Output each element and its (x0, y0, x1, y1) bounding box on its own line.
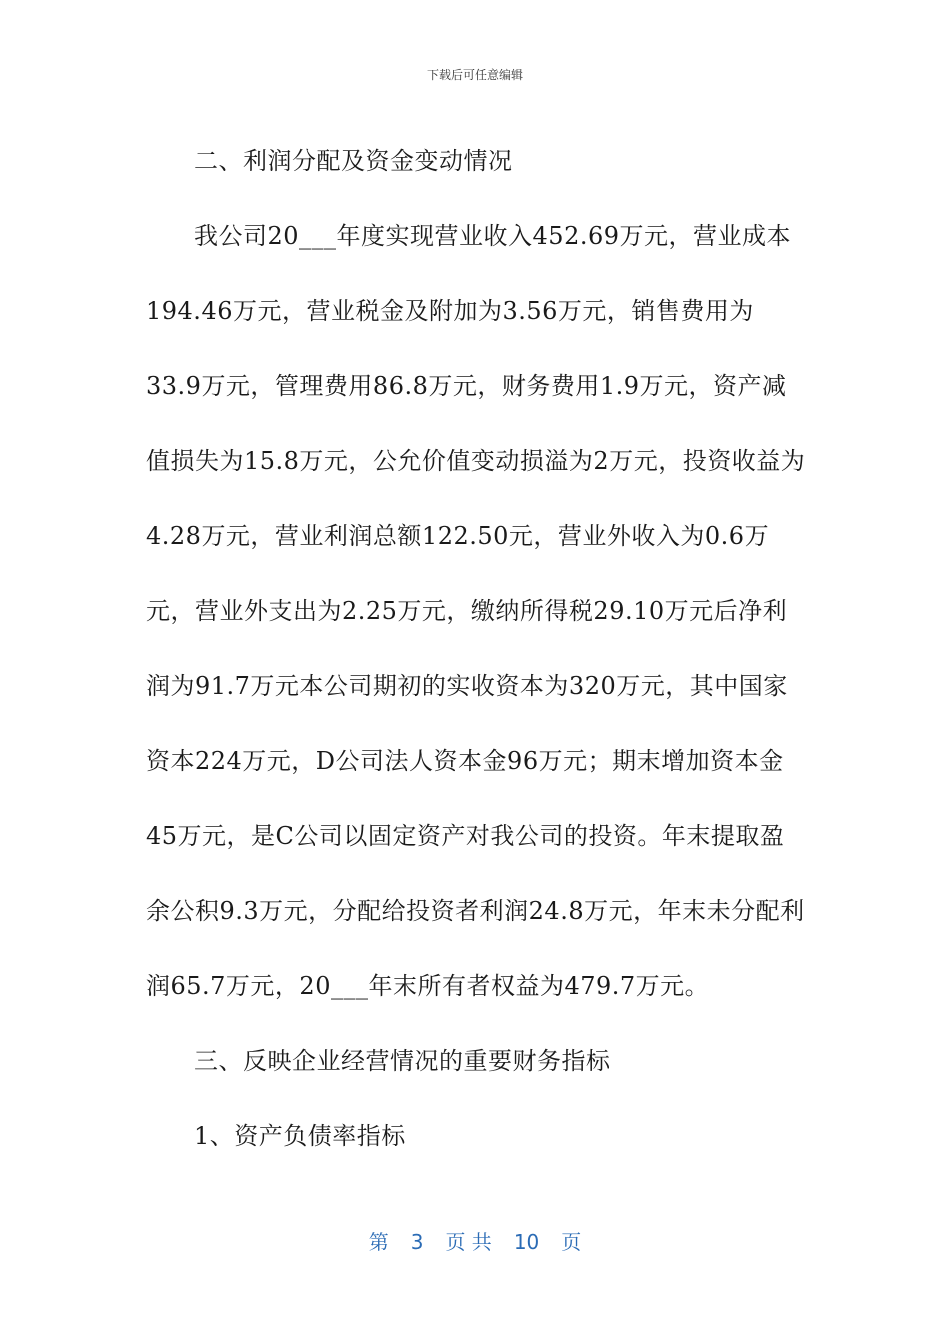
footer-suffix: 页 (561, 1230, 582, 1254)
footer-middle: 页 共 (445, 1230, 492, 1254)
section-heading-profit-distribution: 二、利润分配及资金变动情况 (194, 147, 513, 175)
footer-prefix: 第 (368, 1230, 389, 1254)
footer-total-pages: 10 (513, 1230, 540, 1254)
section-heading-financial-indicators: 三、反映企业经营情况的重要财务指标 (194, 1047, 611, 1075)
page-footer (0, 1226, 950, 1255)
paragraph-financial-summary: 我公司20___年度实现营业收入452.69万元，营业成本194.46万元，营业税金及附加为3.56万元，销售费用为33.9万元，管理费用86.8万元，财务费用1.9万元，资产减值损失为15.8万元，公允价值变动损溢为2万元，投资收益为4.28万元，营业利润总额122.50元，营业外收入为0.6万元，营业外支出为2.25万元，缴纳所得税29.10万元后净利润为91.7万元本公司期初的实收资本为320万元，其中国家资本224万元，D公司法人资本金96万元；期末增加资本金45万元，是C公司以固定资产对我公司的投资。年末提取盈余公积9.3万元，分配给投资者利润24.8万元，年末未分配利润65.7万元，20___年末所有者权益为479.7万元。 (146, 222, 806, 1000)
footer-current-page: 3 (410, 1230, 424, 1254)
list-item-debt-ratio: 1、资产负债率指标 (194, 1122, 406, 1150)
document-body (146, 124, 806, 1174)
page-header: 下载后可任意编辑 (426, 68, 523, 82)
